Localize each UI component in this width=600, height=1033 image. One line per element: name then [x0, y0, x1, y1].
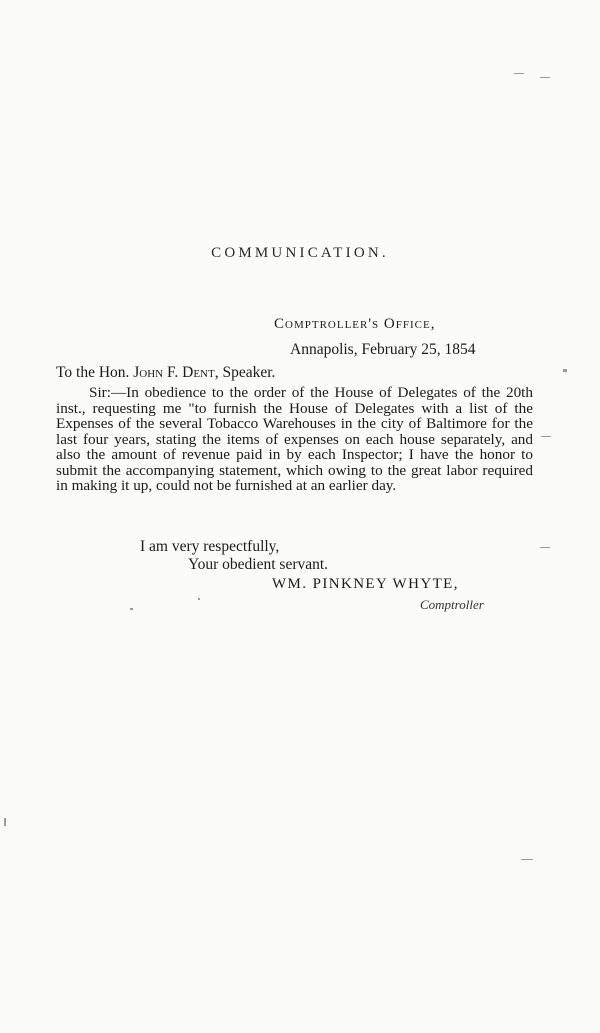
signature: WM. PINKNEY WHYTE, — [272, 576, 459, 592]
closing-line: I am very respectfully, — [140, 538, 280, 555]
scan-mark — [563, 369, 567, 372]
scan-mark — [541, 436, 551, 437]
dateline: Annapolis, February 25, 1854 — [290, 341, 476, 358]
letter-body: Sir:—In obedience to the order of the House of Delegates of the 20th inst., requesting me "to furnish the House of Delegates with a list of the Expenses of the several Tobacco Warehouses in the city of Baltimore for the last four years, stating the items of expenses on each house separately, and also the amount of revenue paid in by each Inspector; I have the honor to submit the accompanying statement, which owing to the great labor required in making it up, could not be furnished at an earlier day. — [56, 384, 533, 494]
obedient-line: Your obedient servant. — [188, 556, 329, 573]
scan-mark — [514, 73, 524, 74]
office-line: Comptroller's Office, — [274, 316, 436, 332]
document-heading: COMMUNICATION. — [211, 245, 389, 261]
scan-mark — [4, 818, 6, 826]
address-suffix: , Speaker. — [214, 364, 276, 381]
address-name: John F. Dent — [133, 364, 215, 381]
address-prefix: To the Hon. — [56, 364, 134, 381]
signatory-title: Comptroller — [420, 597, 484, 612]
scan-mark — [130, 608, 133, 610]
scan-mark — [540, 547, 550, 548]
scan-mark — [521, 859, 533, 860]
scan-mark — [540, 77, 550, 78]
address-line — [56, 364, 275, 382]
scan-mark — [198, 598, 200, 600]
